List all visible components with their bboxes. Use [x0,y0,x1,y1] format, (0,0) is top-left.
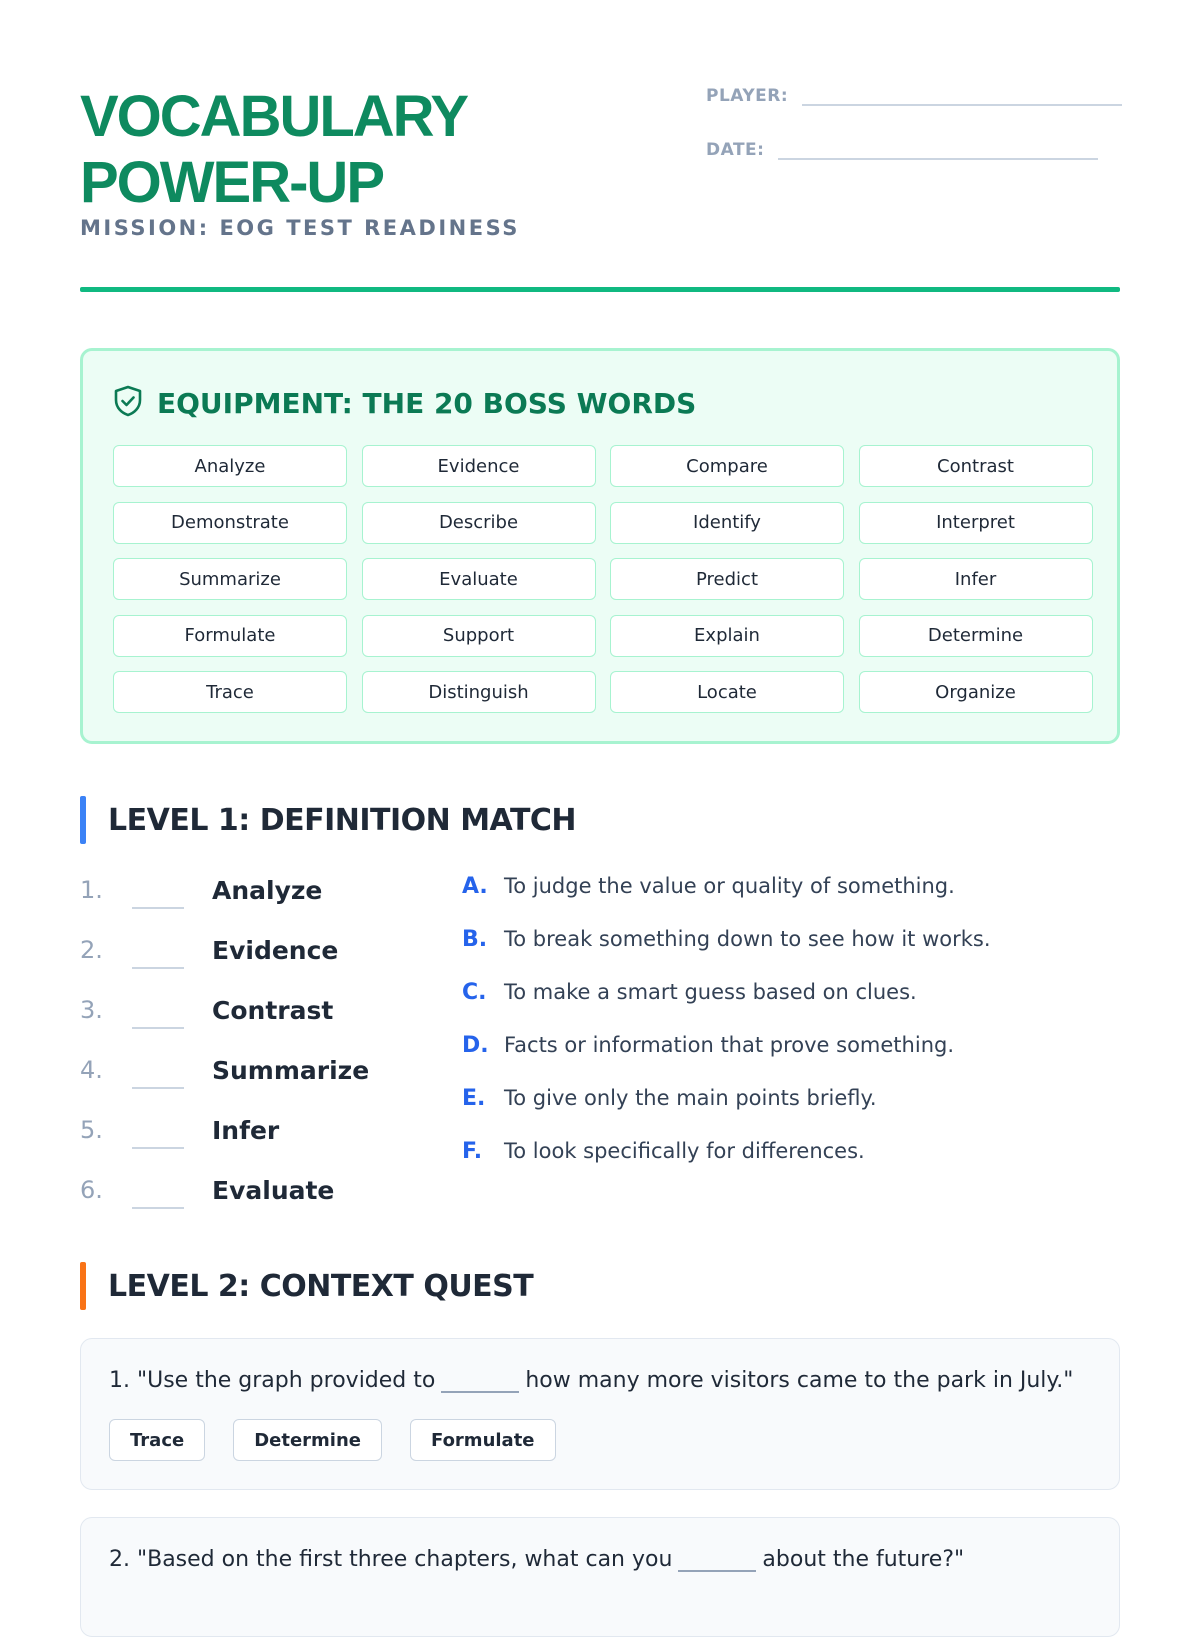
word-chip: Interpret [859,502,1093,544]
answer-blank[interactable] [132,1005,184,1029]
word-chip: Support [362,615,596,657]
match-number: 2. [80,936,103,964]
word-chip: Evidence [362,445,596,487]
match-word: Evidence [212,935,339,965]
word-chip: Demonstrate [113,502,347,544]
word-chip: Summarize [113,558,347,600]
match-item [80,1110,420,1150]
page-title [80,84,467,216]
definition-text: To give only the main points briefly. [504,1086,877,1110]
match-item [80,1050,420,1090]
level-2-accent-bar [80,1262,86,1310]
definition-letter: B. [462,926,488,952]
equipment-header [113,385,696,421]
definition-item [462,1081,877,1115]
equipment-title: EQUIPMENT: THE 20 BOSS WORDS [157,386,697,420]
definition-item [462,975,917,1009]
word-chip: Trace [113,671,347,713]
word-chip: Determine [859,615,1093,657]
word-chip: Formulate [113,615,347,657]
word-chip: Contrast [859,445,1093,487]
word-chip: Distinguish [362,671,596,713]
word-chip: Predict [610,558,844,600]
definition-item [462,1134,865,1168]
answer-blank[interactable] [132,1065,184,1089]
definition-letter: F. [462,1138,483,1164]
answer-blank[interactable] [441,1367,519,1393]
quest-card [80,1517,1120,1637]
boss-word-grid [113,445,1093,713]
definition-item [462,922,991,956]
definition-letter: D. [462,1032,489,1058]
word-chip: Analyze [113,445,347,487]
answer-blank[interactable] [132,1185,184,1209]
definition-letter: E. [462,1085,486,1111]
quest-text-before: 2. "Based on the first three chapters, what can you [109,1547,673,1572]
equipment-panel [80,348,1120,744]
option-row [109,1419,584,1461]
definition-letter: C. [462,979,487,1005]
word-chip: Explain [610,615,844,657]
answer-blank[interactable] [678,1546,756,1572]
level-2-heading [80,1262,533,1310]
date-label: DATE: [706,140,765,160]
match-word: Infer [212,1115,280,1145]
option-button[interactable]: Determine [233,1419,382,1461]
quest-card [80,1338,1120,1490]
definition-item [462,1028,954,1062]
match-number: 4. [80,1056,103,1084]
player-input-line[interactable] [802,86,1122,106]
quest-text-after: how many more visitors came to the park in July." [525,1368,1074,1393]
word-chip: Locate [610,671,844,713]
match-word: Contrast [212,995,334,1025]
quest-prompt [109,1546,964,1572]
title-line-2: POWER-UP [80,150,383,215]
word-chip: Compare [610,445,844,487]
match-word: Analyze [212,875,323,905]
level-1-title: LEVEL 1: DEFINITION MATCH [108,802,577,838]
match-number: 3. [80,996,103,1024]
quest-text-before: 1. "Use the graph provided to [109,1368,436,1393]
date-input-line[interactable] [778,140,1098,160]
definition-item [462,869,955,903]
definition-text: To break something down to see how it works. [504,927,991,951]
match-number: 1. [80,876,103,904]
title-line-1: VOCABULARY [80,84,468,149]
page-subtitle: MISSION: EOG TEST READINESS [80,216,520,240]
shield-check-icon [113,385,143,421]
word-chip: Infer [859,558,1093,600]
option-button[interactable]: Trace [109,1419,205,1461]
level-1-accent-bar [80,796,86,844]
match-item [80,930,420,970]
answer-blank[interactable] [132,1125,184,1149]
word-chip: Describe [362,502,596,544]
option-button[interactable]: Formulate [410,1419,556,1461]
definition-text: Facts or information that prove something. [504,1033,955,1057]
match-item [80,1170,420,1210]
quest-text-after: about the future?" [762,1547,965,1572]
answer-blank[interactable] [132,945,184,969]
answer-blank[interactable] [132,885,184,909]
word-chip: Evaluate [362,558,596,600]
date-field [706,140,1098,160]
match-number: 6. [80,1176,103,1204]
definition-text: To judge the value or quality of something. [504,874,955,898]
player-label: PLAYER: [706,86,789,106]
match-word: Summarize [212,1055,370,1085]
match-item [80,870,420,910]
word-chip: Identify [610,502,844,544]
header-divider [80,287,1120,292]
player-field [706,86,1122,106]
definition-text: To make a smart guess based on clues. [504,980,917,1004]
word-chip: Organize [859,671,1093,713]
quest-prompt [109,1367,1073,1393]
match-number: 5. [80,1116,103,1144]
match-word: Evaluate [212,1175,335,1205]
match-item [80,990,420,1030]
definition-letter: A. [462,873,488,899]
level-1-heading [80,796,576,844]
level-2-title: LEVEL 2: CONTEXT QUEST [108,1268,534,1304]
definition-text: To look specifically for differences. [504,1139,865,1163]
